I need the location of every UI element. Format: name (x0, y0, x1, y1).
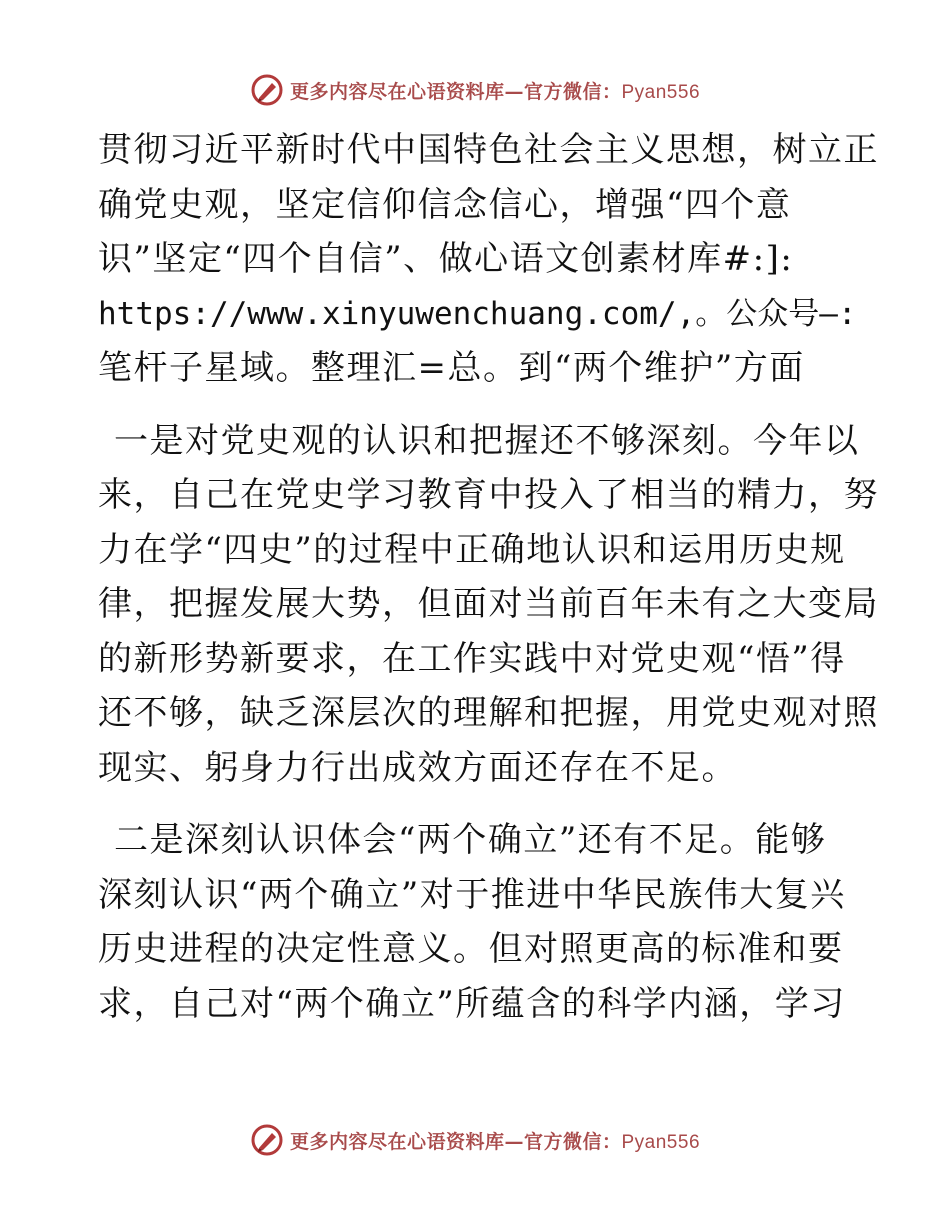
text-line: 还不够，缺乏深层次的理解和把握，用党史观对照 (98, 693, 879, 733)
text-line: 的新形势新要求，在工作实践中对党史观“悟”得 (98, 638, 846, 679)
text-line: 律，把握发展大势，但面对当前百年未有之大变局 (98, 584, 879, 624)
text-line-url: https://www.xinyuwenchuang.com/,。公众号—: (98, 295, 857, 332)
text-line: 笔杆子星域。整理汇=总。到“两个维护”方面 (98, 348, 805, 388)
text-line: 深刻认识“两个确立”对于推进中华民族伟大复兴 (98, 874, 846, 915)
fountain-pen-circle-icon (250, 1123, 284, 1157)
footer-watermark (0, 1120, 950, 1160)
text-line: 来，自己在党史学习教育中投入了相当的精力，努 (98, 475, 879, 515)
text-line: 历史进程的决定性意义。但对照更高的标准和要 (98, 929, 844, 969)
text-line: 一是对党史观的认识和把握还不够深刻。今年以 (114, 420, 860, 461)
watermark-text: 更多内容尽在心语资料库—官方微信：Pyan556 (289, 80, 701, 103)
document-body (98, 123, 879, 1049)
paragraph-2 (98, 414, 879, 796)
text-line: 确党史观，坚定信仰信念信心，增强“四个意 (98, 184, 792, 225)
text-line: 力在学“四史”的过程中正确地认识和运用历史规 (98, 529, 846, 570)
paragraph-1 (98, 123, 879, 396)
text-line: 现实、躬身力行出成效方面还存在不足。 (98, 747, 737, 788)
text-line: 求，自己对“两个确立”所蕴含的科学内涵，学习 (98, 983, 846, 1024)
text-line: 贯彻习近平新时代中国特色社会主义思想，树立正 (98, 130, 879, 170)
watermark-text: 更多内容尽在心语资料库—官方微信：Pyan556 (289, 1130, 701, 1153)
paragraph-3 (98, 813, 858, 1031)
fountain-pen-circle-icon (250, 73, 284, 107)
header-watermark (0, 70, 950, 110)
text-line: 识”坚定“四个自信”、做心语文创素材库#:]: (98, 239, 794, 279)
text-line: 二是深刻认识体会“两个确立”还有不足。能够 (114, 820, 827, 860)
